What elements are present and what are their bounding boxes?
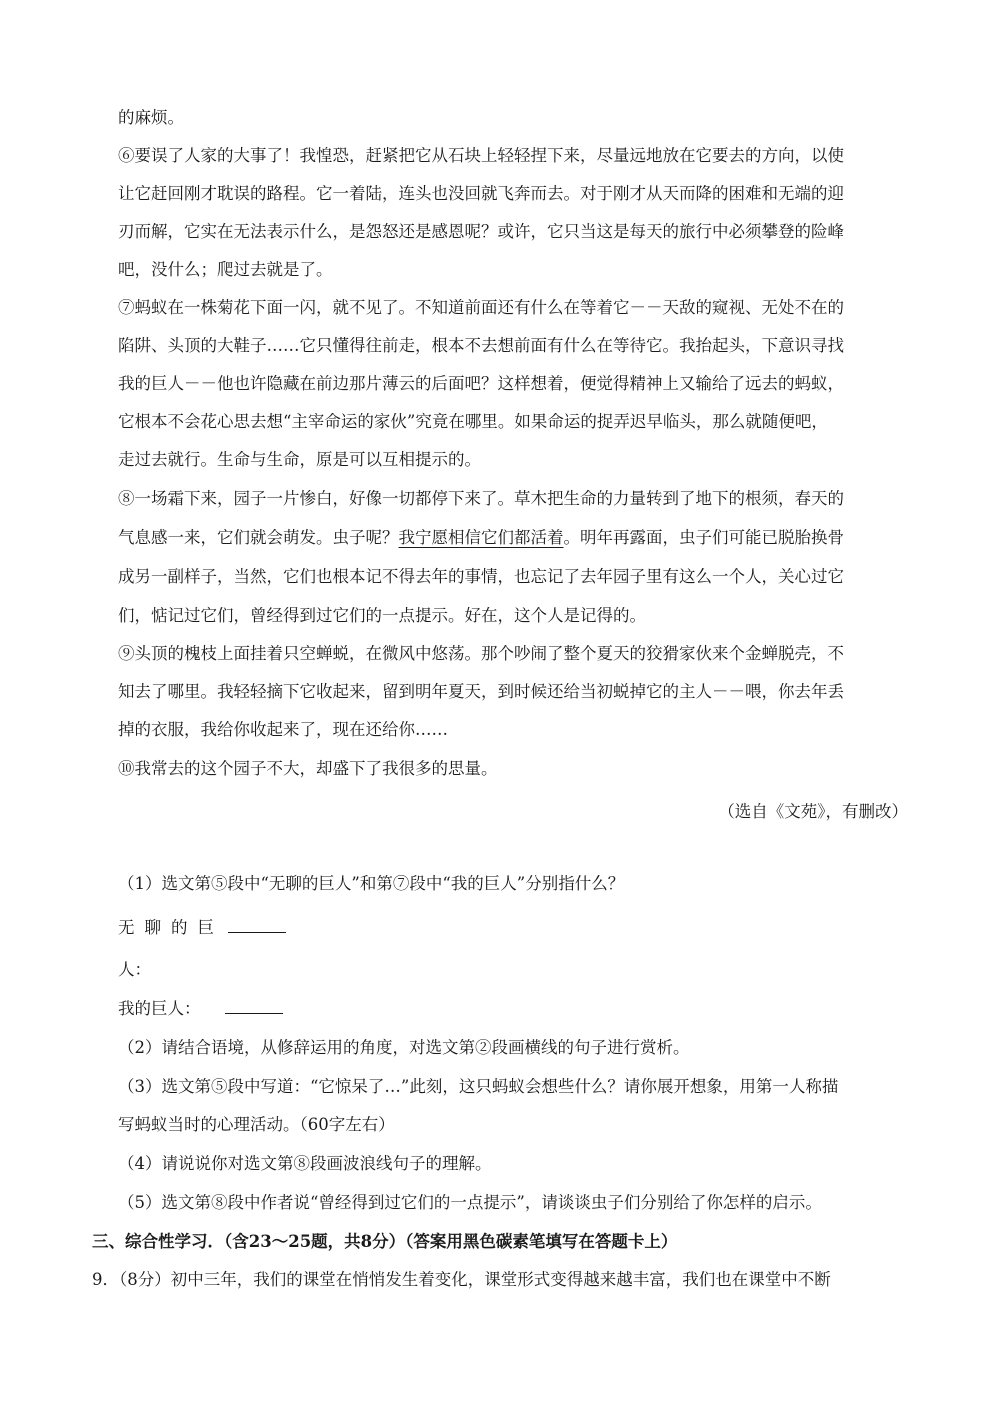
article-line: 的麻烦。 — [118, 108, 184, 127]
source-citation: （选自《文苑》，有删改） — [718, 802, 908, 821]
paragraph-6-line: ⑥要误了人家的大事了！我惶恐，赶紧把它从石块上轻轻捏下来，尽量远地放在它要去的方向，以使 — [118, 146, 844, 165]
question-5: （5）选文第⑧段中作者说“曾经得到过它们的一点提示”，请谈谈虫子们分别给了你怎样的启示。 — [118, 1193, 822, 1212]
answer-1a-blank[interactable] — [228, 916, 286, 933]
paragraph-10-line: ⑩我常去的这个园子不大，却盛下了我很多的思量。 — [118, 759, 498, 778]
paragraph-7-line: 走过去就行。生命与生命，原是可以互相提示的。 — [118, 450, 481, 469]
paragraph-6-line: 吧，没什么；爬过去就是了。 — [118, 260, 333, 279]
paragraph-7-line: 我的巨人－－他也许隐藏在前边那片薄云的后面吧？这样想着，便觉得精神上又输给了远去的蚂蚁， — [118, 374, 844, 393]
question-3-line: 写蚂蚁当时的心理活动。（60字左右） — [118, 1115, 395, 1134]
text-before-underline: 气息感一来，它们就会萌发。虫子呢？ — [118, 528, 399, 547]
answer-1a-label-cont: 人： — [118, 960, 151, 979]
paragraph-8-line: 们，惦记过它们，曾经得到过它们的一点提示。好在，这个人是记得的。 — [118, 606, 646, 625]
question-1: （1）选文第⑤段中“无聊的巨人”和第⑦段中“我的巨人”分别指什么？ — [118, 874, 625, 893]
answer-1b-label: 我的巨人： — [118, 999, 201, 1018]
question-4: （4）请说说你对选文第⑧段画波浪线句子的理解。 — [118, 1154, 492, 1173]
paragraph-9-line: 知去了哪里。我轻轻摘下它收起来，留到明年夏天，到时候还给当初蜕掉它的主人－－喂，你去年丢 — [118, 682, 844, 701]
paragraph-7-line: 陷阱、头顶的大鞋子……它只懂得往前走，根本不去想前面有什么在等待它。我抬起头，下意识寻找 — [118, 336, 844, 355]
question-2: （2）请结合语境，从修辞运用的角度，对选文第②段画横线的句子进行赏析。 — [118, 1038, 690, 1057]
paragraph-9-line: 掉的衣服，我给你收起来了，现在还给你…… — [118, 720, 448, 739]
answer-1a-label: 无聊的巨 — [118, 918, 224, 937]
answer-1a-row — [118, 916, 908, 940]
question-9: 9．（8分）初中三年，我们的课堂在悄悄发生着变化，课堂形式变得越来越丰富，我们也在课堂中不断 — [92, 1270, 831, 1289]
paragraph-8-line: ⑧一场霜下来，园子一片惨白，好像一切都停下来了。草木把生命的力量转到了地下的根须，春天的 — [118, 489, 844, 508]
paragraph-8-line: 成另一副样子，当然，它们也根本记不得去年的事情，也忘记了去年园子里有这么一个人，关心过它 — [118, 567, 844, 586]
underlined-sentence: 我宁愿相信它们都活着 — [398, 528, 564, 547]
answer-1b-row — [118, 997, 908, 1021]
paragraph-7-line: ⑦蚂蚁在一株菊花下面一闪，就不见了。不知道前面还有什么在等着它－－天敌的窥视、无处不在的 — [118, 298, 844, 317]
paragraph-8-line — [118, 526, 908, 550]
section-3-heading: 三、综合性学习．（含23～25题，共8分）（答案用黑色碳素笔填写在答题卡上） — [92, 1232, 678, 1251]
text-after-underline: 。明年再露面，虫子们可能已脱胎换骨 — [563, 528, 844, 547]
paragraph-7-line: 它根本不会花心思去想“主宰命运的家伙”究竟在哪里。如果命运的捉弄迟早临头，那么就随便吧， — [118, 412, 828, 431]
paragraph-9-line: ⑨头顶的槐枝上面挂着只空蝉蜕，在微风中悠荡。那个吵闹了整个夏天的狡猾家伙来个金蝉脱壳，不 — [118, 644, 844, 663]
answer-1b-blank[interactable] — [225, 997, 283, 1014]
paragraph-6-line: 刃而解，它实在无法表示什么，是怨怒还是感恩呢？或许，它只当这是每天的旅行中必须攀登的险峰 — [118, 222, 844, 241]
question-3-line: （3）选文第⑤段中写道：“它惊呆了…”此刻，这只蚂蚁会想些什么？请你展开想象，用第一人称描 — [118, 1077, 839, 1096]
paragraph-6-line: 让它赶回刚才耽误的路程。它一着陆，连头也没回就飞奔而去。对于刚才从天而降的困难和无端的迎 — [118, 184, 844, 203]
